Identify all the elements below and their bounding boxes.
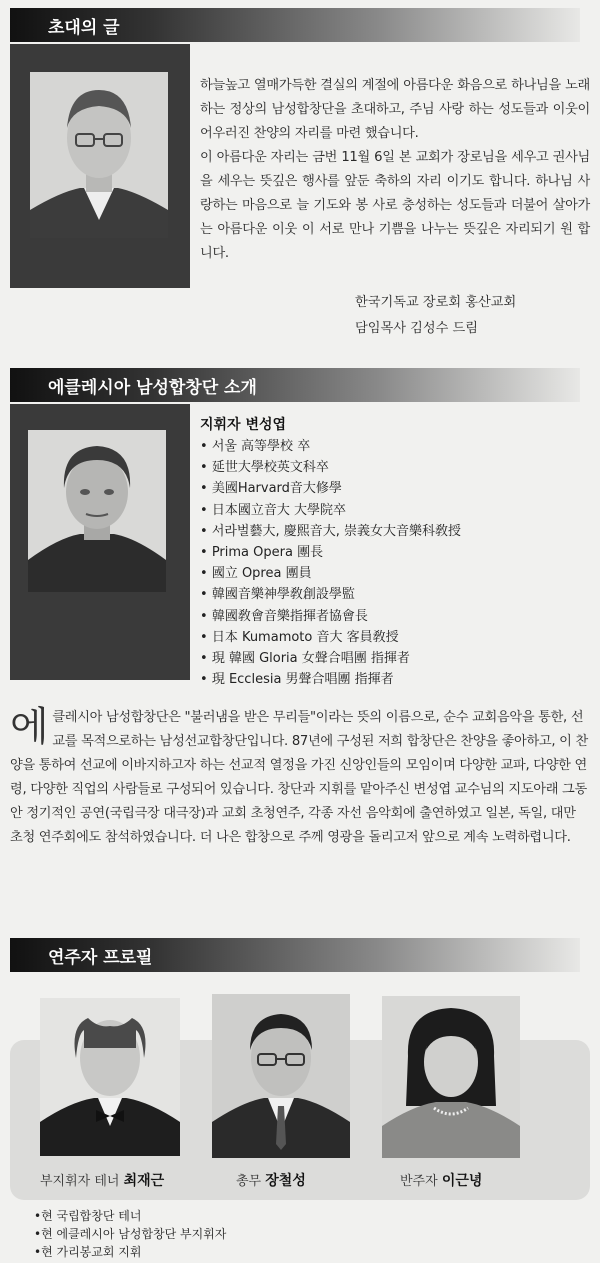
performer-notes (34, 1207, 226, 1261)
performer-role: 부지휘자 테너 (40, 1174, 120, 1189)
section-header-choir-intro (10, 368, 580, 402)
pastor-photo (30, 72, 168, 238)
bio-item: • 國立 Oprea 團員 (200, 563, 461, 584)
note-item: • 현 에클레시아 남성합창단 부지휘자 (34, 1225, 226, 1243)
conductor-bio-list (200, 436, 461, 690)
performer-photo-manager (212, 994, 350, 1158)
performer-role: 반주자 (400, 1174, 438, 1189)
signature (355, 290, 516, 342)
bio-item: • 延世大學校英文科卒 (200, 457, 461, 478)
bio-item: • 韓國音樂神學敎創設學監 (200, 584, 461, 605)
choir-description-text: 클레시아 남성합창단은 "불러냄을 받은 무리들"이라는 뜻의 이름으로, 순수 교회음악을 통한, 선교를 목적으로하는 남성선교합창단입니다. 87년에 구성된 저희 합창단은 찬양을 좋아하고, 이 찬양을 통하여 선교에 이바지하고자 하는 선교적 열정을 가진 신앙인들의 모임이며 다양한 교파, 다양한 연령, 다양한 직업의 사람들로 구성되어 있습니다. 창단과 지휘를 맡아주신 변성엽 교수님의 지도아래 그동안 정기적인 공연(국립극장 대극장)과 교회 초청연주, 각종 자선 음악회에 출연하였고 일본, 독일, 대만 초청 연주회에도 참석하였습니다. 더 나은 합창으로 주께 영광을 돌리고저 앞으로 계속 노력하렵니다. (10, 710, 588, 845)
note-item: • 현 국립합창단 테너 (34, 1207, 226, 1225)
section-header-invitation (10, 8, 580, 42)
performer-name: 최재근 (123, 1173, 165, 1189)
bio-item: • 美國Harvard音大修學 (200, 478, 461, 499)
choir-description (10, 706, 590, 850)
bio-item: • 日本 Kumamoto 音大 客員敎授 (200, 627, 461, 648)
conductor-name: 지휘자 변성엽 (200, 417, 287, 433)
section-title: 초대의 글 (48, 17, 120, 38)
performer-photo-accompanist (382, 996, 520, 1158)
bio-item: • 서라벌藝大, 慶熙音大, 崇義女大音樂科敎授 (200, 521, 461, 542)
performer-role: 총무 (236, 1174, 262, 1189)
invitation-text (200, 74, 590, 266)
note-item: • 현 가리봉교회 지휘 (34, 1243, 226, 1261)
pastor-signature: 담임목사 김성수 드림 (355, 321, 479, 336)
performer-caption (400, 1170, 482, 1190)
performer-caption (236, 1170, 306, 1190)
performer-name: 이근녕 (441, 1173, 483, 1189)
bio-item: • 서울 高等學校 卒 (200, 436, 461, 457)
performer-name: 장철성 (265, 1173, 306, 1189)
performer-caption (40, 1170, 164, 1190)
drop-cap: 에 (10, 704, 49, 750)
bio-item: • 現 韓國 Gloria 女聲合唱團 指揮者 (200, 648, 461, 669)
bio-item: • 現 Ecclesia 男聲合唱團 指揮者 (200, 669, 461, 690)
performer-photo-vice-conductor (40, 998, 180, 1156)
section-title: 연주자 프로필 (48, 947, 153, 968)
section-title: 에클레시아 남성합창단 소개 (48, 377, 257, 398)
bio-item: • 日本國立音大 大學院卒 (200, 500, 461, 521)
bio-item: • Prima Opera 團長 (200, 542, 461, 563)
invitation-paragraph: 이 아름다운 자리는 금번 11월 6일 본 교회가 장로님을 세우고 권사님을 세우는 뜻깊은 행사를 앞둔 축하의 자리 이기도 합니다. 하나님 사랑하는 마음으로 늘 기도와 봉 사로 충성하는 성도들과 더불어 살아가는 아름다운 이웃 이 서로 만나 기쁨을 나누는 뜻깊은 자리되기 원 합니다. (200, 150, 590, 261)
invitation-paragraph: 하늘높고 열매가득한 결실의 계절에 아름다운 화음으로 하나님을 노래하는 정상의 남성합창단을 초대하고, 주님 사랑 하는 성도들과 이웃이 어우러진 찬양의 자리를 마련 했습니다. (200, 78, 590, 141)
conductor-photo (28, 430, 166, 592)
bio-item: • 韓國敎會音樂指揮者協會長 (200, 606, 461, 627)
section-header-performers (10, 938, 580, 972)
church-name: 한국기독교 장로회 홍산교회 (355, 295, 517, 310)
